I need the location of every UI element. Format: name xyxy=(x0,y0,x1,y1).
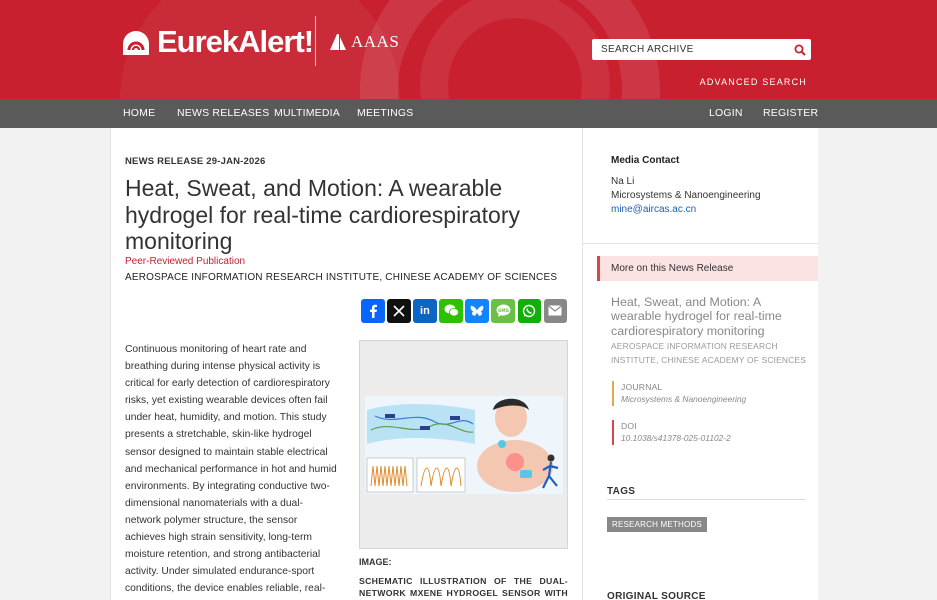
bluesky-icon[interactable] xyxy=(465,299,489,323)
more-on-release-heading: More on this News Release xyxy=(597,256,818,281)
eurekalert-logo-icon xyxy=(121,27,151,57)
page-title: Heat, Sweat, and Motion: A wearable hydrogel for real-time cardiorespiratory monitoring xyxy=(125,175,520,254)
nav-register[interactable]: REGISTER xyxy=(763,107,819,119)
related-release-title[interactable]: Heat, Sweat, and Motion: A wearable hydrogel for real-time cardiorespiratory monitoring xyxy=(611,295,782,338)
contact-org: Microsystems & Nanoengineering xyxy=(611,190,761,201)
x-icon[interactable] xyxy=(387,299,411,323)
original-source-heading: ORIGINAL SOURCE xyxy=(607,591,706,600)
site-header xyxy=(0,0,937,99)
share-bar xyxy=(361,299,567,323)
nav-home[interactable]: HOME xyxy=(123,107,156,119)
journal-label: JOURNAL xyxy=(621,382,663,392)
hydrogel-schematic-image xyxy=(365,396,563,494)
tags-divider xyxy=(607,499,806,500)
figure-illustration xyxy=(365,396,563,494)
facebook-icon[interactable] xyxy=(361,299,385,323)
journal-info xyxy=(612,381,746,406)
image-caption: SCHEMATIC ILLUSTRATION OF THE DUAL-NETWORK MXENE HYDROGEL SENSOR WITH xyxy=(359,576,568,598)
aaas-logo[interactable] xyxy=(330,32,399,52)
aaas-text: AAAS xyxy=(351,32,400,51)
nav-news-releases[interactable]: NEWS RELEASES xyxy=(177,107,270,119)
release-date: NEWS RELEASE 29-JAN-2026 xyxy=(125,156,266,167)
contact-email-link[interactable]: mine@aircas.ac.cn xyxy=(611,204,697,215)
doi-info xyxy=(612,420,731,445)
institution: AEROSPACE INFORMATION RESEARCH INSTITUTE, CHINESE ACADEMY OF SCIENCES xyxy=(125,272,558,283)
wechat-icon[interactable] xyxy=(439,299,463,323)
article-body: Continuous monitoring of heart rate and breathing during intense physical activity is critical for early detection of cardiorespiratory risks, yet existing wearable devices often fail under heat, humidity, and motion. This study presents a stretchable, skin-like hydrogel sensor designed to maintain stable electrical and mechanical performance in hot and humid environments. By integrating conductive two-dimensional nanomaterials with a dual-network polymer structure, the sensor achieves high strain sensitivity, long-term moisture retention, and strong antibacterial activity. Under simulated endurance-sport conditions, the device enables reliable, real- xyxy=(125,344,337,595)
logo-text: EurekAlert! xyxy=(157,24,314,59)
journal-value: Microsystems & Nanoengineering xyxy=(621,394,747,404)
sms-icon[interactable] xyxy=(491,299,515,323)
doi-value[interactable]: 10.1038/s41378-025-01102-2 xyxy=(621,433,731,443)
tag-research-methods[interactable]: RESEARCH METHODS xyxy=(607,517,707,532)
media-contact-heading: Media Contact xyxy=(611,155,680,166)
image-label: IMAGE: xyxy=(359,557,392,567)
sidebar-divider xyxy=(583,243,818,244)
whatsapp-icon[interactable] xyxy=(518,299,542,323)
nav-multimedia[interactable]: MULTIMEDIA xyxy=(274,107,340,119)
email-icon[interactable] xyxy=(544,299,568,323)
linkedin-icon[interactable]: in xyxy=(413,299,437,323)
advanced-search-link[interactable]: ADVANCED SEARCH xyxy=(699,77,807,87)
related-release-institution: AEROSPACE INFORMATION RESEARCH INSTITUTE, CHINESE ACADEMY OF SCIENCES xyxy=(611,341,806,365)
article-image[interactable] xyxy=(359,340,568,549)
peer-reviewed-label: Peer-Reviewed Publication xyxy=(125,256,246,267)
svg-text:SMS: SMS xyxy=(497,308,509,314)
contact-name: Na Li xyxy=(611,176,635,187)
nav-login[interactable]: LOGIN xyxy=(709,107,743,119)
tags-heading: TAGS xyxy=(607,486,636,497)
nav-meetings[interactable]: MEETINGS xyxy=(357,107,414,119)
logo-divider xyxy=(315,16,316,66)
main-nav xyxy=(0,99,937,128)
search-input[interactable] xyxy=(592,39,811,60)
search-placeholder: SEARCH ARCHIVE xyxy=(601,44,694,55)
eurekalert-logo[interactable] xyxy=(121,25,313,59)
aaas-mark-icon xyxy=(330,34,348,50)
search-icon[interactable] xyxy=(789,39,811,60)
doi-label: DOI xyxy=(621,421,637,431)
